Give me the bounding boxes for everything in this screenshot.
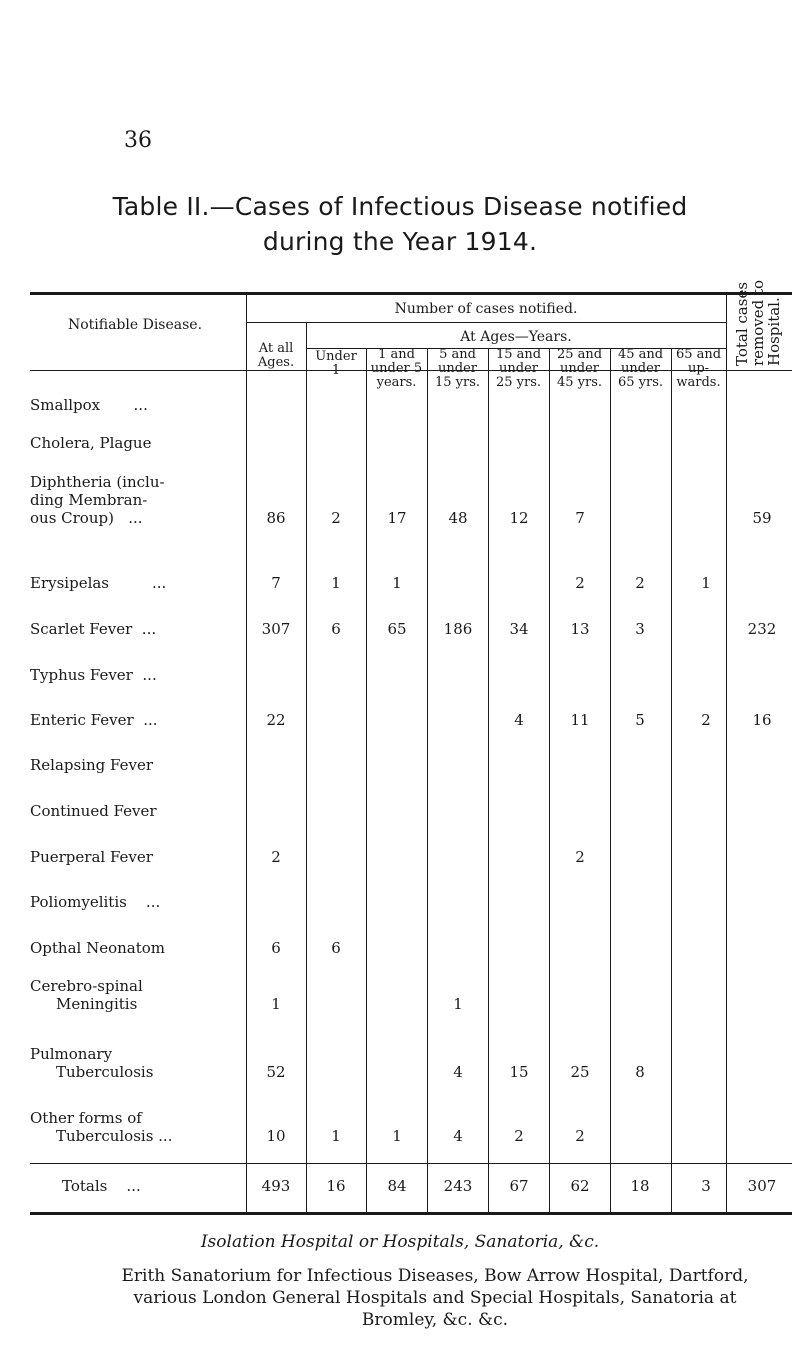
col-divider [427, 348, 428, 1212]
table-cell: 6 [331, 620, 341, 638]
header-5-to-15: 5 and under 15 yrs. [434, 347, 481, 390]
row-label: Typhus Fever ... [30, 666, 157, 684]
table-cell: 1 [701, 574, 711, 592]
row-label: Enteric Fever ... [30, 711, 158, 729]
table-cell: 1 [392, 574, 402, 592]
row-label: Pulmonary Tuberculosis [30, 1045, 154, 1081]
table-cell: 13 [570, 620, 590, 638]
totals-cell: 16 [326, 1177, 346, 1195]
col-divider [610, 348, 611, 1212]
row-label: Cerebro-spinal Meningitis [30, 977, 143, 1013]
totals-label: Totals ... [62, 1177, 141, 1195]
row-label: Smallpox ... [30, 396, 148, 414]
table-cell: 2 [271, 848, 281, 866]
row-label: Relapsing Fever [30, 756, 154, 774]
totals-cell: 243 [443, 1177, 473, 1195]
totals-cell: 62 [570, 1177, 590, 1195]
totals-cell: 84 [387, 1177, 407, 1195]
col-divider [246, 295, 247, 1212]
header-under-1: Under 1 [315, 349, 357, 378]
table-cell: 5 [635, 711, 645, 729]
col-divider [549, 348, 550, 1212]
header-65-upwards: 65 and up- wards. [675, 347, 722, 390]
number-header-rule [246, 322, 726, 323]
footer-title: Isolation Hospital or Hospitals, Sanatoria, &c. [200, 1232, 600, 1252]
table-cell: 10 [266, 1127, 286, 1145]
table-cell: 2 [575, 848, 585, 866]
table-cell: 4 [453, 1127, 463, 1145]
table-cell: 86 [266, 509, 286, 527]
header-at-ages: At Ages—Years. [460, 329, 572, 345]
table-cell: 1 [453, 995, 463, 1013]
row-label: Other forms of Tuberculosis ... [30, 1109, 173, 1145]
table-cell: 2 [575, 574, 585, 592]
totals-cell: 18 [630, 1177, 650, 1195]
table-title-line-2: during the Year 1914. [262, 227, 538, 256]
table-cell: 1 [331, 574, 341, 592]
table-cell: 2 [514, 1127, 524, 1145]
table-cell: 25 [570, 1063, 590, 1081]
table-bottom-rule [30, 1212, 792, 1215]
row-label: Scarlet Fever ... [30, 620, 157, 638]
col-divider [488, 348, 489, 1212]
table-cell: 2 [331, 509, 341, 527]
table-cell: 11 [570, 711, 590, 729]
totals-cell: 3 [701, 1177, 711, 1195]
table-cell: 52 [266, 1063, 286, 1081]
header-25-to-45: 25 and under 45 yrs. [556, 347, 603, 390]
table-cell: 59 [752, 509, 772, 527]
table-cell: 2 [635, 574, 645, 592]
col-divider [726, 295, 727, 1212]
header-1-to-5: 1 and under 5 years. [370, 347, 423, 390]
table-cell: 1 [392, 1127, 402, 1145]
table-cell: 1 [271, 995, 281, 1013]
col-divider [671, 348, 672, 1212]
row-label: Opthal Neonatom [30, 939, 166, 957]
table-top-rule [30, 292, 792, 295]
totals-cell: 493 [261, 1177, 291, 1195]
table-title-line-1: Table II.—Cases of Infectious Disease notified [112, 192, 688, 221]
row-label: Continued Fever [30, 802, 157, 820]
totals-cell: 307 [747, 1177, 777, 1195]
header-45-to-65: 45 and under 65 yrs. [617, 347, 664, 390]
col-divider [366, 348, 367, 1212]
table-cell: 48 [448, 509, 468, 527]
header-at-all-ages: At all Ages. [257, 341, 295, 370]
header-notifiable-disease: Notifiable Disease. [67, 317, 203, 333]
table-cell: 307 [261, 620, 291, 638]
col-divider [306, 322, 307, 1212]
row-label: Erysipelas ... [30, 574, 167, 592]
table-cell: 65 [387, 620, 407, 638]
table-cell: 22 [266, 711, 286, 729]
table-cell: 6 [271, 939, 281, 957]
header-removed-to-hospital: Total cases removed to Hospital. [733, 279, 783, 366]
row-label: Poliomyelitis ... [30, 893, 161, 911]
table-cell: 186 [443, 620, 473, 638]
table-cell: 34 [509, 620, 529, 638]
table-cell: 16 [752, 711, 772, 729]
table-cell: 7 [271, 574, 281, 592]
footer-body: Erith Sanatorium for Infectious Diseases, Bow Arrow Hospital, Dartford, various London General Hospitals and Special Hospitals, Sanatoria at Bromley, &c. &c. [121, 1266, 749, 1330]
table-cell: 8 [635, 1063, 645, 1081]
row-label: Puerperal Fever [30, 848, 153, 866]
table-cell: 2 [575, 1127, 585, 1145]
table-cell: 1 [331, 1127, 341, 1145]
table-cell: 3 [635, 620, 645, 638]
table-cell: 232 [747, 620, 777, 638]
table-cell: 4 [514, 711, 524, 729]
table-cell: 6 [331, 939, 341, 957]
table-cell: 4 [453, 1063, 463, 1081]
header-15-to-25: 15 and under 25 yrs. [495, 347, 542, 390]
table-cell: 7 [575, 509, 585, 527]
totals-top-rule [30, 1163, 792, 1164]
table-cell: 15 [509, 1063, 529, 1081]
table-cell: 2 [701, 711, 711, 729]
row-label: Cholera, Plague [30, 434, 152, 452]
table-cell: 12 [509, 509, 529, 527]
totals-cell: 67 [509, 1177, 529, 1195]
table-cell: 17 [387, 509, 407, 527]
row-label: Diphtheria (inclu- ding Membran- ous Croup) ... [30, 473, 165, 527]
header-number-notified: Number of cases notified. [394, 301, 578, 317]
page-number: 36 [124, 128, 152, 153]
